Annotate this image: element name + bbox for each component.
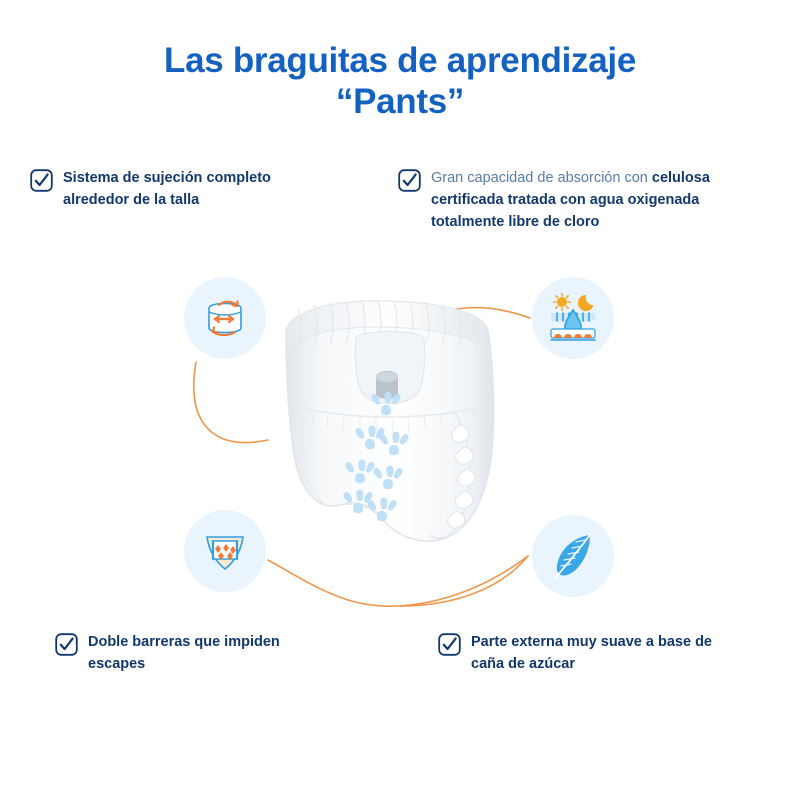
feature-barreras-text: Doble barreras que impiden escapes: [88, 634, 280, 672]
feature-suave: [438, 632, 721, 676]
feature-barreras: [55, 632, 338, 676]
feature-absorcion-bold: celulosa certificada tratada con agua oxigenada totalmente libre de cloro: [431, 170, 710, 230]
title-line-2: “Pants”: [335, 82, 465, 122]
check-icon: [438, 633, 461, 656]
stretch-waist-icon: [195, 288, 255, 348]
feature-absorcion-light: Gran capacidad de absorción con: [431, 170, 652, 186]
product-illustration: [248, 285, 548, 605]
feature-suave-text: Parte externa muy suave a base de caña de azúcar: [471, 634, 712, 672]
feature-absorcion-text: [431, 168, 771, 233]
feature-sujecion-text: Sistema de sujeción completo alrededor de la talla: [63, 170, 271, 208]
check-icon: [30, 169, 53, 192]
feature-sujecion: [30, 168, 333, 212]
check-icon: [398, 169, 421, 192]
absorption-day-night-icon: [543, 288, 603, 348]
check-icon: [55, 633, 78, 656]
feature-absorcion: [398, 168, 771, 233]
double-barrier-icon: [195, 521, 255, 581]
page-title: [0, 40, 800, 123]
title-line-1: Las braguitas de aprendizaje: [163, 41, 637, 80]
feather-icon: [544, 527, 602, 585]
